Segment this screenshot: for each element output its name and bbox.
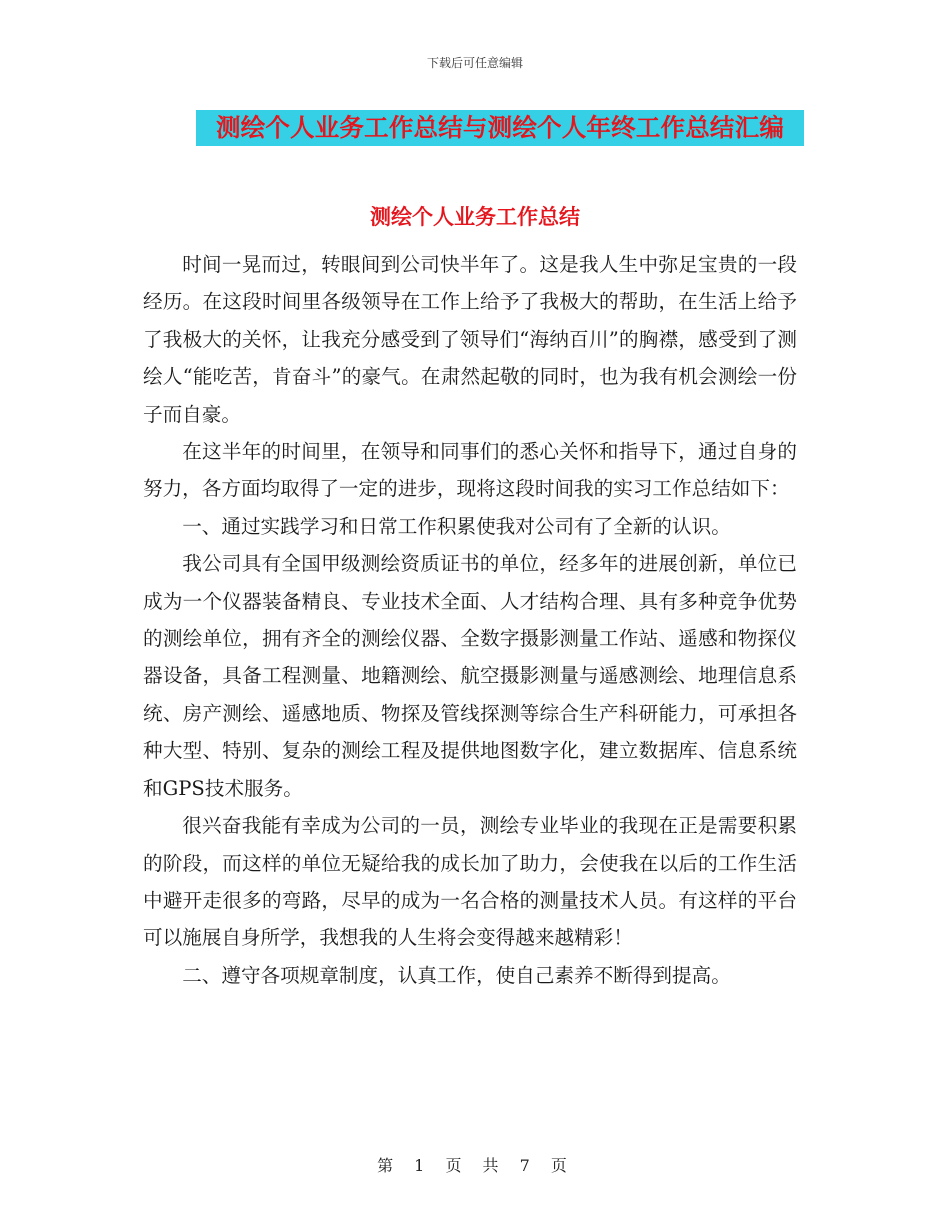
paragraph: 一、通过实践学习和日常工作积累使我对公司有了全新的认识。 (182, 514, 731, 538)
paragraph: 在这半年的时间里，在领导和同事们的悉心关怀和指导下，通过自身的努力，各方面均取得了一定的进步，现将这段时间我的实习工作总结如下： (143, 440, 797, 501)
paragraph: 时间一晃而过，转眼间到公司快半年了。这是我人生中弥足宝贵的一段经历。在这段时间里各级领导在工作上给予了我极大的帮助，在生活上给予了我极大的关怀，让我充分感受到了领导们“海纳百川”的胸襟，感受到了测绘人“能吃苦，肯奋斗”的豪气。在肃然起敬的同时，也为我有机会测绘一份子而自豪。 (143, 253, 797, 426)
paragraph: 很兴奋我能有幸成为公司的一员，测绘专业毕业的我现在正是需要积累的阶段，而这样的单位无疑给我的成长加了助力，会使我在以后的工作生活中避开走很多的弯路，尽早的成为一名合格的测量技术人员。有这样的平台可以施展自身所学，我想我的人生将会变得越来越精彩！ (143, 814, 797, 950)
main-title-highlight (196, 110, 804, 146)
section-title: 测绘个人业务工作总结 (370, 204, 580, 229)
paragraph: 二、遵守各项规章制度，认真工作，使自己素养不断得到提高。 (182, 963, 731, 987)
document-body (143, 246, 797, 994)
main-title: 测绘个人业务工作总结与测绘个人年终工作总结汇编 (215, 113, 785, 142)
page-header-note: 下载后可任意编辑 (426, 56, 523, 70)
page-number-footer: 第 1 页 共 7 页 (377, 1156, 573, 1175)
paragraph: 我公司具有全国甲级测绘资质证书的单位，经多年的进展创新，单位已成为一个仪器装备精良、专业技术全面、人才结构合理、具有多种竞争优势的测绘单位，拥有齐全的测绘仪器、全数字摄影测量工作站、遥感和物探仪器设备，具备工程测量、地籍测绘、航空摄影测量与遥感测绘、地理信息系统、房产测绘、遥感地质、物探及管线探测等综合生产科研能力，可承担各种大型、特别、复杂的测绘工程及提供地图数字化，建立数据库、信息系统和GPS技术服务。 (143, 552, 797, 800)
